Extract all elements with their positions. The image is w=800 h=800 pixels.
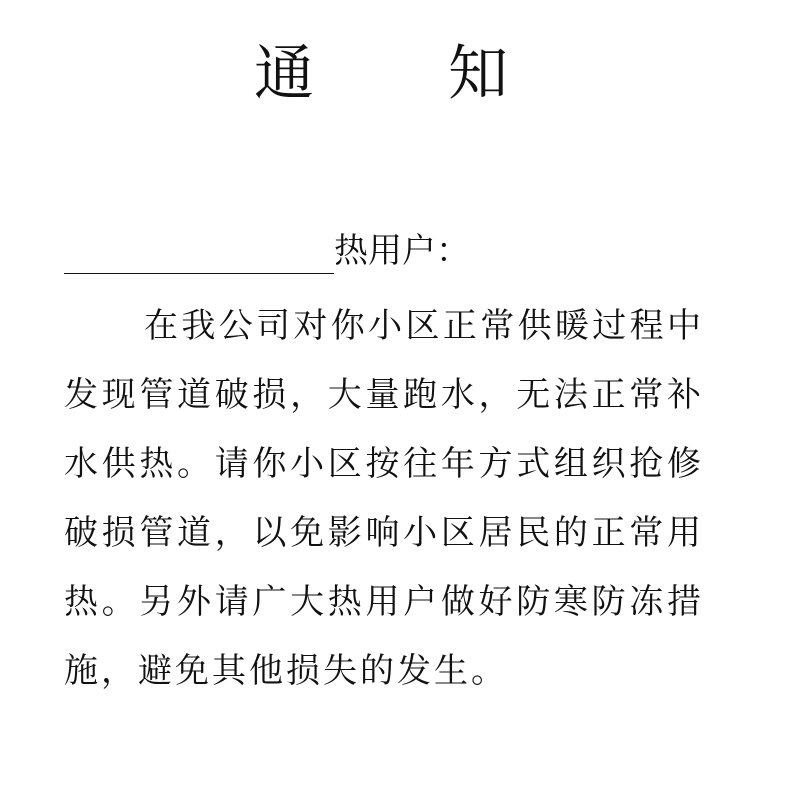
title-char-zhi: 知 bbox=[448, 39, 508, 109]
salutation-line bbox=[64, 222, 470, 280]
title-char-tong: 通 bbox=[254, 39, 314, 109]
salutation-text: 热用户： bbox=[334, 231, 470, 271]
notice-title bbox=[0, 34, 800, 114]
notice-body-paragraph: 在我公司对你小区正常供暖过程中发现管道破损，大量跑水，无法正常补水供热。请你小区按往年方式组织抢修破损管道，以免影响小区居民的正常用热。另外请广大热用户做好防寒防冻措施，避免其他损失的发生。 bbox=[64, 306, 704, 691]
recipient-blank-underline bbox=[64, 273, 334, 274]
